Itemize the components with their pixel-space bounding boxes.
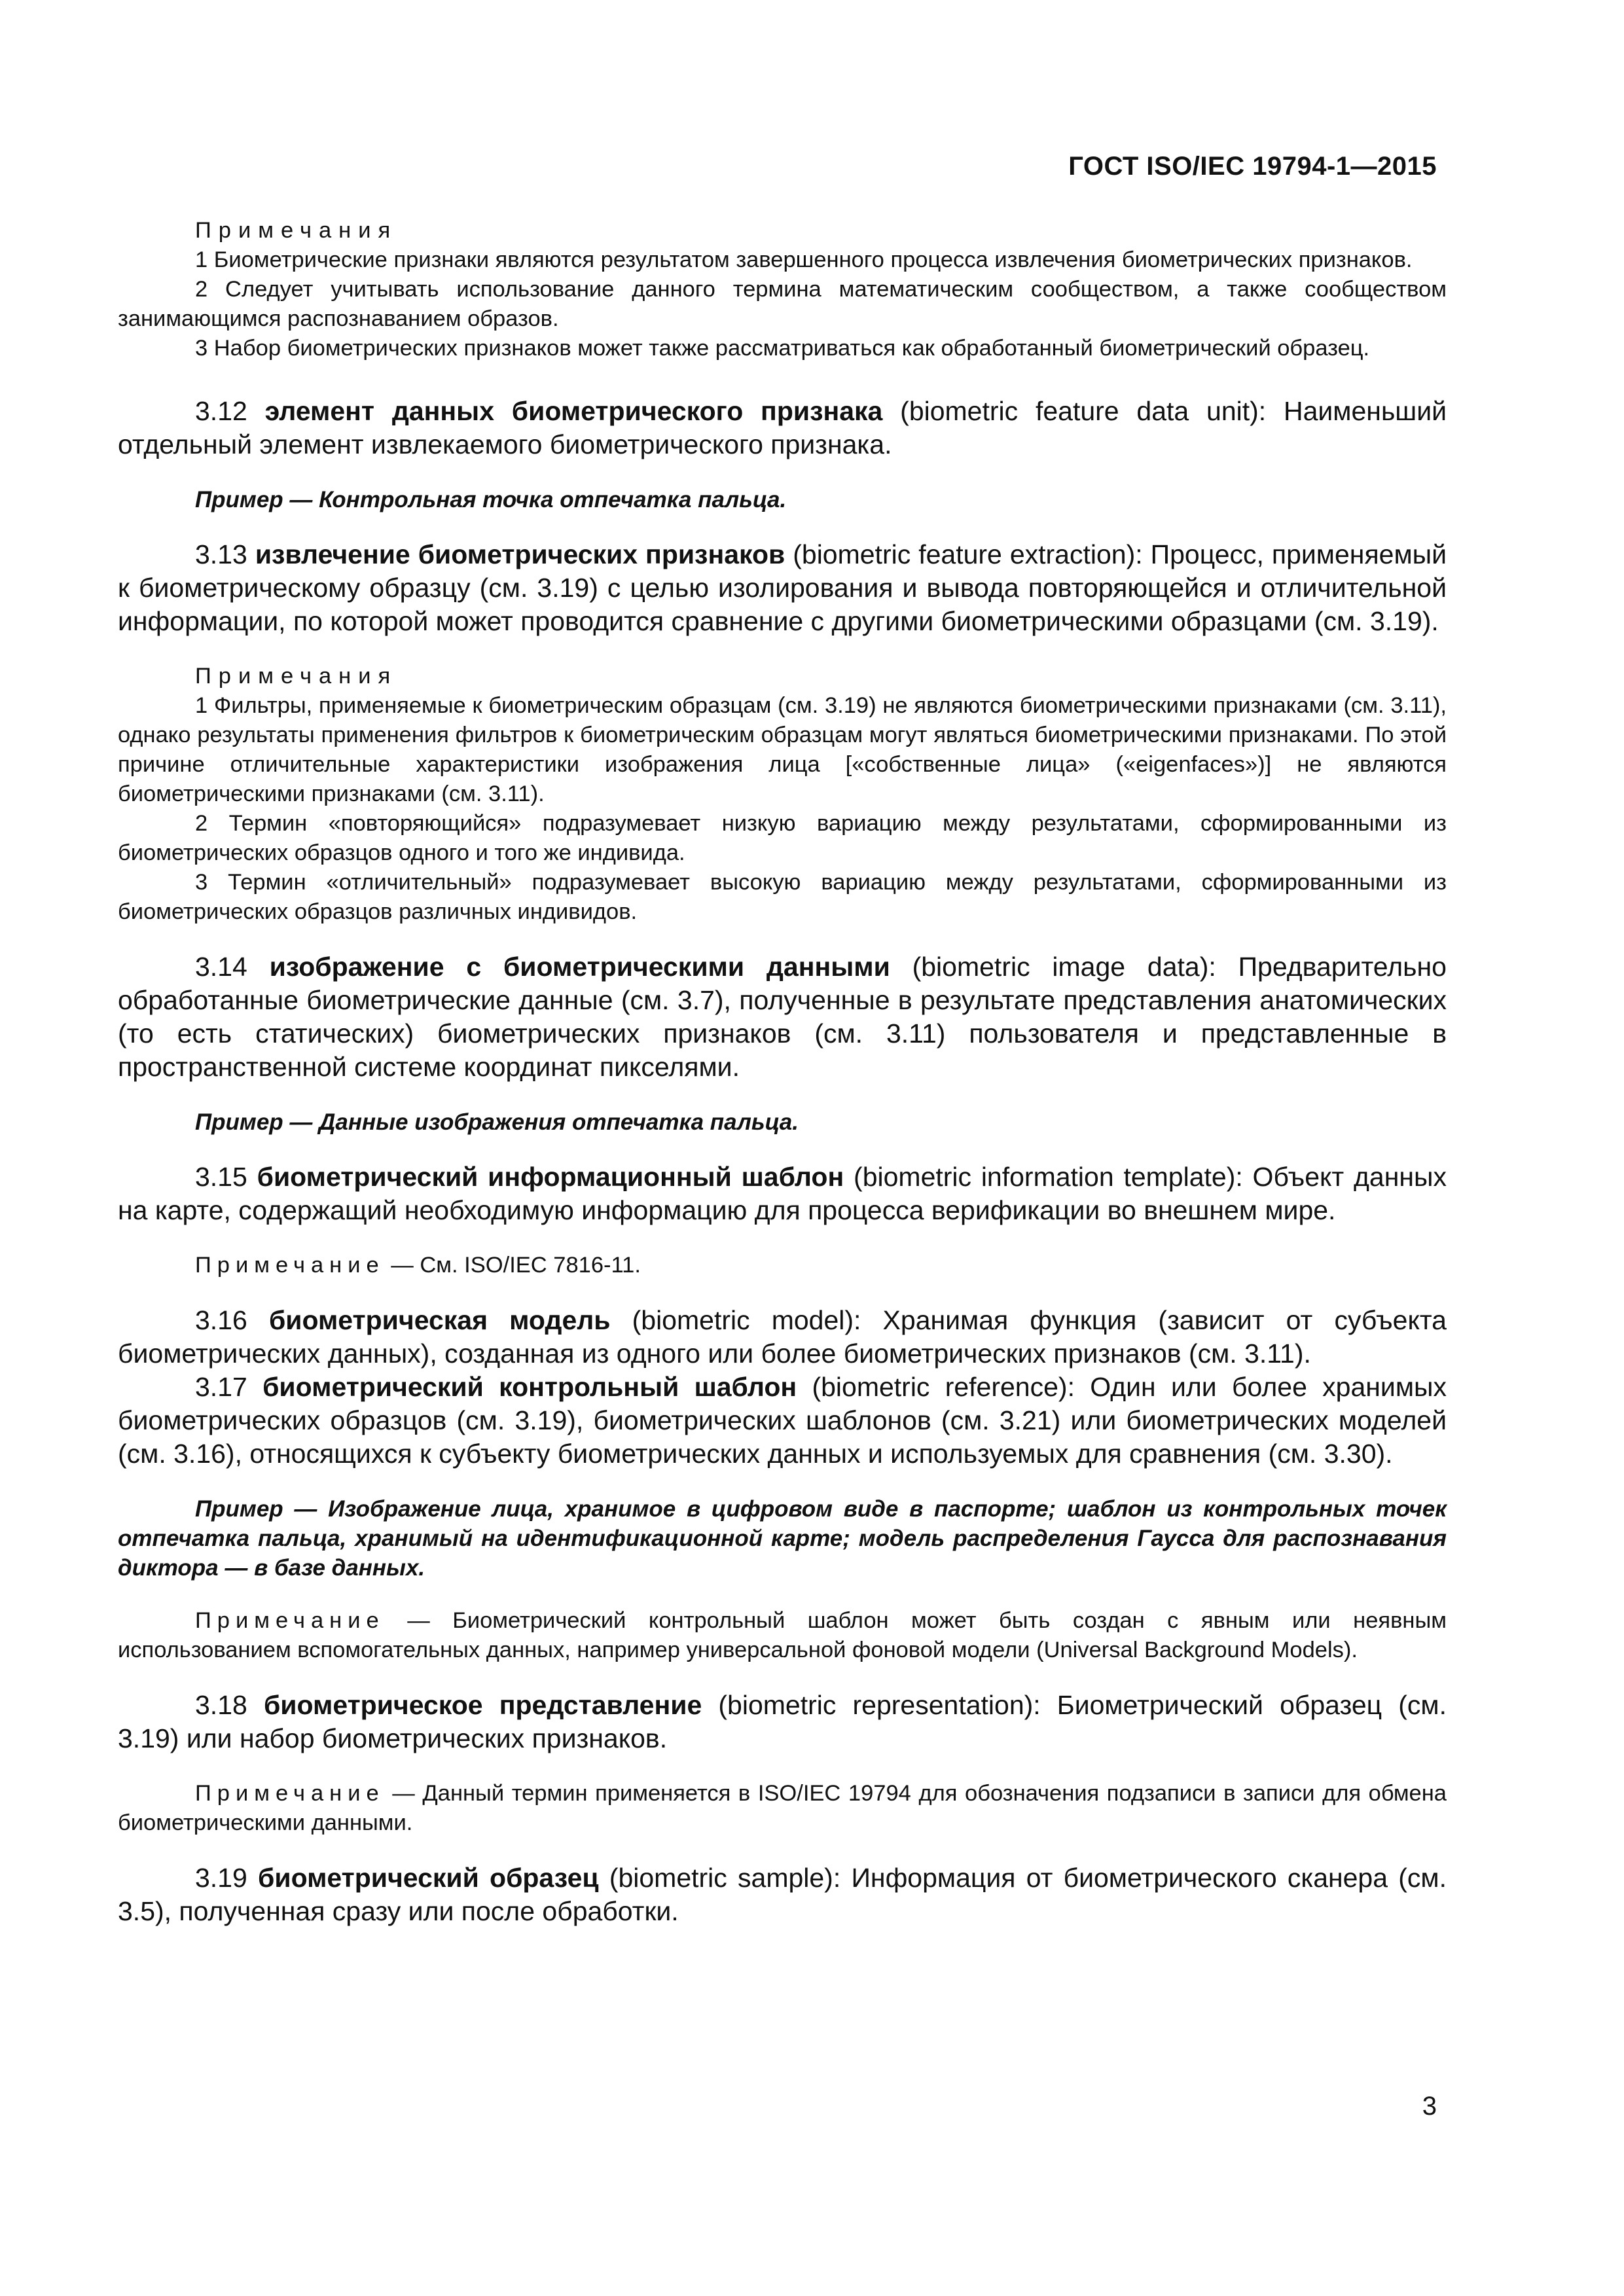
term-definition: (biometric representation): Биометрический образец (см. 3.19) или набор биометрических признаков. xyxy=(118,1690,1447,1753)
term-title: элемент данных биометрического признака xyxy=(264,396,883,426)
term-definition: (biometric information template): Объект данных на карте, содержащий необходимую информацию для процесса верификации во внешнем мире. xyxy=(118,1162,1447,1225)
term-entry-3-17 xyxy=(118,1371,1447,1471)
term-entry-3-12 xyxy=(118,395,1447,461)
note-item: 3 Термин «отличительный» подразумевает высокую вариацию между результатами, сформированными из биометрических образцов различных индивидов. xyxy=(118,870,1447,924)
note-label: Примечание xyxy=(195,1781,385,1806)
note-label: Примечание xyxy=(195,1608,385,1633)
example-3-17: Пример — Изображение лица, хранимое в цифровом виде в паспорте; шаблон из контрольных точек отпечатка пальца, хранимый на идентификационной карте; модель распределения Гаусса для распознавания диктора — в базе данных. xyxy=(118,1496,1447,1581)
note-label: Примечание xyxy=(195,1253,385,1278)
term-entry-3-19 xyxy=(118,1861,1447,1928)
term-title: биометрическое представление xyxy=(263,1690,702,1720)
note-item: 1 Фильтры, применяемые к биометрическим образцам (см. 3.19) не являются биометрическими признаками (см. 3.11), однако результаты применения фильтров к биометрическим образцам могут являться биометрическими признаками. По этой причине отличительные характеристики изображения лица [«собственные лица» («eigenfaces»)] не являются биометрическими признаками (см. 3.11). xyxy=(118,693,1447,806)
term-entry-3-14 xyxy=(118,950,1447,1084)
note-3-17 xyxy=(118,1606,1447,1665)
term-definition: (biometric model): Хранимая функция (зависит от субъекта биометрических данных), созданная из одного или более биометрических признаков (см. 3.11). xyxy=(118,1305,1447,1369)
example-3-12: Пример — Контрольная точка отпечатка пальца. xyxy=(195,487,787,512)
term-title: извлечение биометрических признаков xyxy=(255,539,785,569)
note-text: — См. ISO/IEC 7816-11. xyxy=(384,1253,641,1278)
note-item: 3 Набор биометрических признаков может также рассматриваться как обработанный биометрический образец. xyxy=(195,336,1370,361)
term-number: 3.16 xyxy=(195,1305,247,1335)
note-3-15 xyxy=(118,1251,1447,1280)
notes-heading: Примечания xyxy=(195,664,398,689)
term-definition: (biometric feature extraction): Процесс, применяемый к биометрическому образцу (см. 3.19) с целью изолирования и вывода повторяющейся и отличительной информации, по которой может проводится сравнение с другими биометрическими образцами (см. 3.19). xyxy=(118,539,1447,636)
term-entry-3-15 xyxy=(118,1160,1447,1227)
term-title: биометрический контрольный шаблон xyxy=(262,1372,797,1402)
note-text: — Биометрический контрольный шаблон может быть создан с явным или неявным использованием вспомогательных данных, например универсальной фоновой модели (Universal Background Models). xyxy=(118,1608,1447,1662)
page-number: 3 xyxy=(1422,2092,1437,2121)
term-number: 3.17 xyxy=(195,1372,247,1402)
term-definition: (biometric image data): Предварительно обработанные биометрические данные (см. 3.7), полученные в результате представления анатомических (то есть статических) биометрических признаков (см. 3.11) пользователя и представленные в пространственной системе координат пикселями. xyxy=(118,952,1447,1082)
term-definition: (biometric sample): Информация от биометрического сканера (см. 3.5), полученная сразу или после обработки. xyxy=(118,1863,1447,1926)
standard-header: ГОСТ ISO/IEC 19794-1—2015 xyxy=(1068,152,1437,181)
note-text: — Данный термин применяется в ISO/IEC 19794 для обозначения подзаписи в записи для обмена биометрическими данными. xyxy=(118,1781,1447,1835)
term-title: биометрический образец xyxy=(258,1863,599,1893)
term-title: биометрическая модель xyxy=(268,1305,611,1335)
term-number: 3.14 xyxy=(195,952,247,982)
term-number: 3.13 xyxy=(195,539,247,569)
note-item: 2 Следует учитывать использование данного термина математическим сообществом, а также сообществом занимающимся распознаванием образов. xyxy=(118,277,1447,331)
note-item: 1 Биометрические признаки являются результатом завершенного процесса извлечения биометрических признаков. xyxy=(195,247,1413,272)
term-definition: (biometric reference): Один или более хранимых биометрических образцов (см. 3.19), биометрических шаблонов (см. 3.21) или биометрических моделей (см. 3.16), относящихся к субъекту биометрических данных и используемых для сравнения (см. 3.30). xyxy=(118,1372,1447,1469)
term-entry-3-16 xyxy=(118,1304,1447,1371)
term-title: изображение с биометрическими данными xyxy=(269,952,890,982)
note-3-18 xyxy=(118,1779,1447,1838)
term-entry-3-18 xyxy=(118,1689,1447,1755)
notes-heading: Примечания xyxy=(195,218,398,243)
note-item: 2 Термин «повторяющийся» подразумевает низкую вариацию между результатами, сформированными из биометрических образцов одного и того же индивида. xyxy=(118,811,1447,865)
term-entry-3-13 xyxy=(118,538,1447,638)
term-number: 3.18 xyxy=(195,1690,247,1720)
term-number: 3.12 xyxy=(195,396,247,426)
example-3-14: Пример — Данные изображения отпечатка пальца. xyxy=(195,1109,799,1135)
term-title: биометрический информационный шаблон xyxy=(257,1162,844,1192)
term-number: 3.19 xyxy=(195,1863,247,1893)
page-content xyxy=(118,216,1447,1928)
term-definition: (biometric feature data unit): Наименьший отдельный элемент извлекаемого биометрического признака. xyxy=(118,396,1447,459)
term-number: 3.15 xyxy=(195,1162,247,1192)
